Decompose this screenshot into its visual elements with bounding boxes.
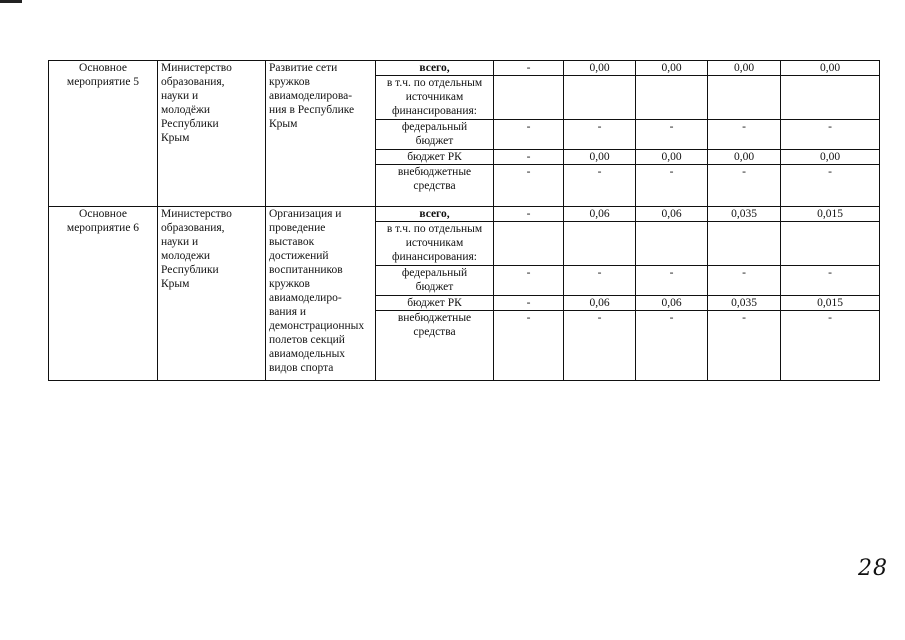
text-line: демонстрационных xyxy=(269,320,365,332)
value-cell: 0,00 xyxy=(708,61,781,76)
table-row xyxy=(49,207,880,222)
value-cell: 0,00 xyxy=(564,61,636,76)
text-line: внебюджетные xyxy=(397,166,472,178)
value-cell: - xyxy=(781,266,880,296)
text-line: авиамоделирова- xyxy=(269,90,353,102)
value-cell: 0,00 xyxy=(708,150,781,165)
text-line: федеральный xyxy=(401,267,468,279)
value-cell: - xyxy=(636,311,708,381)
text-line: молодёжи xyxy=(161,104,211,116)
value-cell: 0,06 xyxy=(564,296,636,311)
text-line: всего, xyxy=(419,62,450,74)
value-cell: 0,015 xyxy=(781,296,880,311)
text-line: Министерство xyxy=(161,208,232,220)
value-cell: - xyxy=(564,311,636,381)
text-line: в т.ч. по отдельным xyxy=(386,77,483,89)
text-line: Министерство xyxy=(161,62,232,74)
text-line: Крым xyxy=(161,132,190,144)
text-line: средства xyxy=(413,326,456,338)
value-cell: - xyxy=(494,165,564,207)
value-cell: - xyxy=(708,120,781,150)
text-line: кружков xyxy=(269,278,310,290)
text-line: бюджет xyxy=(415,135,454,147)
text-line: всего, xyxy=(419,208,450,220)
value-cell: 0,00 xyxy=(781,61,880,76)
value-cell xyxy=(781,76,880,120)
value-cell xyxy=(564,76,636,120)
text-line: видов спорта xyxy=(269,362,334,374)
text-line: кружков xyxy=(269,76,310,88)
value-cell: - xyxy=(781,311,880,381)
value-cell: - xyxy=(636,120,708,150)
value-cell: - xyxy=(494,266,564,296)
funding-source-cell xyxy=(376,150,494,165)
text-line: Основное xyxy=(79,62,127,74)
value-cell xyxy=(708,76,781,120)
value-cell xyxy=(564,222,636,266)
funding-table xyxy=(48,60,880,381)
value-cell: - xyxy=(564,165,636,207)
executor-cell xyxy=(158,207,266,381)
value-cell: 0,00 xyxy=(564,150,636,165)
value-cell xyxy=(636,222,708,266)
text-line: средства xyxy=(413,180,456,192)
measure-cell xyxy=(49,207,158,381)
value-cell: 0,015 xyxy=(781,207,880,222)
scan-corner-mark xyxy=(0,0,22,3)
value-cell: - xyxy=(636,165,708,207)
value-cell: 0,035 xyxy=(708,207,781,222)
text-line: источникам xyxy=(405,237,464,249)
text-line: федеральный xyxy=(401,121,468,133)
text-line: источникам xyxy=(405,91,464,103)
funding-source-cell xyxy=(376,76,494,120)
text-line: достижений xyxy=(269,250,329,262)
value-cell: - xyxy=(494,311,564,381)
funding-table-body xyxy=(49,61,880,381)
value-cell: 0,00 xyxy=(636,61,708,76)
page-number: 28 xyxy=(858,556,888,581)
text-line: проведение xyxy=(269,222,326,234)
value-cell: 0,06 xyxy=(636,296,708,311)
text-line: мероприятие 5 xyxy=(66,76,140,88)
value-cell: - xyxy=(494,61,564,76)
text-line: науки и xyxy=(161,236,199,248)
text-line: бюджет РК xyxy=(407,151,462,163)
value-cell: - xyxy=(494,207,564,222)
value-cell: - xyxy=(781,120,880,150)
funding-source-cell xyxy=(376,296,494,311)
value-cell xyxy=(636,76,708,120)
text-line: внебюджетные xyxy=(397,312,472,324)
text-line: мероприятие 6 xyxy=(66,222,140,234)
value-cell: - xyxy=(708,165,781,207)
description-cell xyxy=(266,207,376,381)
text-line: авиамоделиро- xyxy=(269,292,342,304)
value-cell: - xyxy=(494,120,564,150)
table-row xyxy=(49,61,880,76)
value-cell: 0,06 xyxy=(564,207,636,222)
funding-source-cell xyxy=(376,266,494,296)
text-line: полетов секций xyxy=(269,334,345,346)
text-line: финансирования: xyxy=(392,105,477,117)
funding-source-cell xyxy=(376,120,494,150)
description-cell xyxy=(266,61,376,207)
text-line: бюджет РК xyxy=(407,297,462,309)
text-line: воспитанников xyxy=(269,264,343,276)
measure-cell xyxy=(49,61,158,207)
value-cell xyxy=(494,76,564,120)
text-line: выставок xyxy=(269,236,315,248)
value-cell: - xyxy=(564,266,636,296)
value-cell: - xyxy=(708,311,781,381)
text-line: бюджет xyxy=(415,281,454,293)
value-cell: - xyxy=(781,165,880,207)
value-cell xyxy=(494,222,564,266)
funding-source-cell xyxy=(376,207,494,222)
value-cell xyxy=(708,222,781,266)
value-cell: - xyxy=(708,266,781,296)
funding-source-cell xyxy=(376,61,494,76)
text-line: науки и xyxy=(161,90,199,102)
funding-source-cell xyxy=(376,222,494,266)
value-cell xyxy=(781,222,880,266)
text-line: Крым xyxy=(269,118,298,130)
executor-cell xyxy=(158,61,266,207)
text-line: образования, xyxy=(161,76,225,88)
text-line: Республики xyxy=(161,118,219,130)
text-line: авиамодельных xyxy=(269,348,346,360)
text-line: Организация и xyxy=(269,208,342,220)
value-cell: - xyxy=(636,266,708,296)
text-line: в т.ч. по отдельным xyxy=(386,223,483,235)
text-line: Крым xyxy=(161,278,190,290)
text-line: ния в Республике xyxy=(269,104,355,116)
funding-source-cell xyxy=(376,165,494,207)
value-cell: 0,06 xyxy=(636,207,708,222)
text-line: Развитие сети xyxy=(269,62,338,74)
value-cell: - xyxy=(494,150,564,165)
text-line: Основное xyxy=(79,208,127,220)
value-cell: - xyxy=(564,120,636,150)
text-line: вания и xyxy=(269,306,307,318)
text-line: Республики xyxy=(161,264,219,276)
text-line: образования, xyxy=(161,222,225,234)
value-cell: - xyxy=(494,296,564,311)
text-line: молодежи xyxy=(161,250,211,262)
funding-source-cell xyxy=(376,311,494,381)
value-cell: 0,00 xyxy=(781,150,880,165)
value-cell: 0,035 xyxy=(708,296,781,311)
text-line: финансирования: xyxy=(392,251,477,263)
value-cell: 0,00 xyxy=(636,150,708,165)
